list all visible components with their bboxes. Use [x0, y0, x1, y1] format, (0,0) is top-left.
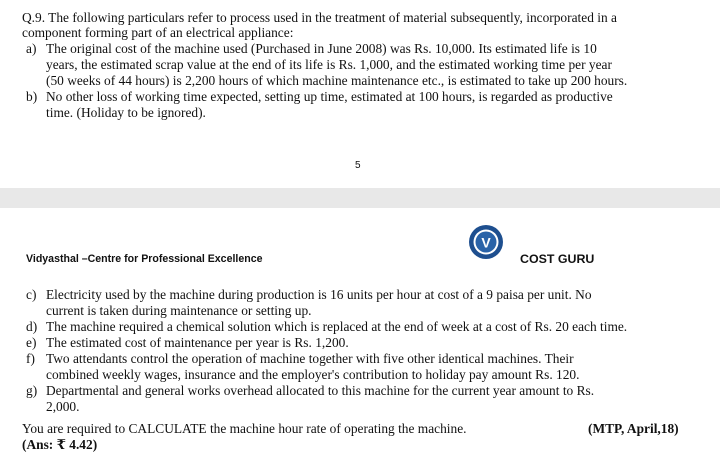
header-institute-name: Vidyasthal –Centre for Professional Excellence [26, 253, 263, 265]
page-gap [0, 188, 720, 208]
item-b [26, 89, 613, 105]
item-f-line-1: Two attendants control the operation of machine together with five other identical machines. Their [46, 351, 574, 366]
item-e-line-1: The estimated cost of maintenance per year is Rs. 1,200. [46, 335, 349, 350]
logo-letter: V [481, 234, 491, 251]
instruction-text: You are required to CALCULATE the machine hour rate of operating the machine. [22, 421, 467, 436]
item-b-line-1: No other loss of working time expected, setting up time, estimated at 100 hours, is regarded as productive [46, 89, 613, 104]
item-c [26, 287, 592, 303]
item-d [26, 319, 627, 335]
item-f [26, 351, 574, 367]
item-a-line-3: (50 weeks of 44 hours) is 2,200 hours of which machine maintenance etc., is estimated to take up 200 hours. [46, 73, 628, 88]
item-c-label: c) [26, 287, 37, 302]
item-g-label: g) [26, 383, 38, 398]
item-f-line-2: combined weekly wages, insurance and the employer's contribution to holiday pay amount Rs. 120. [46, 367, 580, 382]
item-d-label: d) [26, 319, 38, 334]
item-g [26, 383, 594, 399]
item-a-line-2: years, the estimated scrap value at the end of its life is Rs. 1,000, and the estimated working time per year [46, 57, 612, 72]
item-c-line-1: Electricity used by the machine during production is 16 units per hour at cost of a 9 paisa per unit. No [46, 287, 592, 302]
item-a [26, 41, 597, 57]
source-tag: (MTP, April,18) [588, 421, 679, 436]
item-a-label: a) [26, 41, 37, 56]
answer-text: (Ans: ₹ 4.42) [22, 437, 98, 452]
page-number: 5 [355, 160, 361, 171]
question-intro-line-1: Q.9. The following particulars refer to process used in the treatment of material subsequently, incorporated in a [22, 10, 617, 25]
item-g-line-2: 2,000. [46, 399, 80, 414]
item-e [26, 335, 349, 351]
header-brand: COST GURU [520, 252, 595, 266]
item-a-line-1: The original cost of the machine used (Purchased in June 2008) was Rs. 10,000. Its estimated life is 10 [46, 41, 597, 56]
item-e-label: e) [26, 335, 37, 350]
item-c-line-2: current is taken during maintenance or setting up. [46, 303, 312, 318]
item-b-line-2: time. (Holiday to be ignored). [46, 105, 206, 120]
item-g-line-1: Departmental and general works overhead allocated to this machine for the current year amount to Rs. [46, 383, 595, 398]
item-f-label: f) [26, 351, 35, 366]
question-intro-line-2: component forming part of an electrical appliance: [22, 25, 294, 40]
item-d-line-1: The machine required a chemical solution which is replaced at the end of week at a cost of Rs. 20 each time. [46, 319, 628, 334]
vidyasthal-logo-icon [468, 224, 504, 260]
item-b-label: b) [26, 89, 38, 104]
